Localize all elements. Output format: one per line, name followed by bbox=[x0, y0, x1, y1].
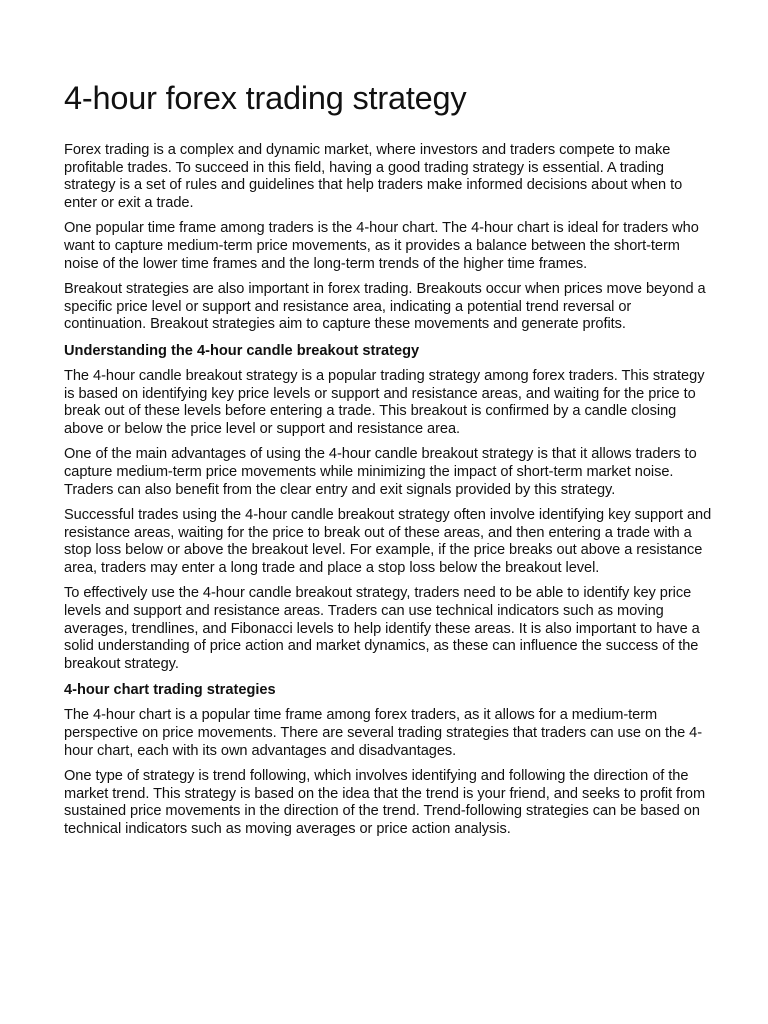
section2-paragraph-1: The 4-hour chart is a popular time frame among forex traders, as it allows for a medium-term perspective on price movements. There are several trading strategies that traders can use on the 4-hour chart, each with its own advantages and disadvantages. bbox=[64, 707, 703, 759]
document-page bbox=[64, 78, 712, 847]
section2-paragraph-2: One type of strategy is trend following, which involves identifying and following the direction of the market trend. This strategy is based on the idea that the trend is your friend, and seeks to profit from sustained price movements in the direction of the trend. Trend-following strategies can be based on technical indicators such as moving averages or price action analysis. bbox=[64, 768, 706, 837]
section1-paragraph-2: One of the main advantages of using the 4-hour candle breakout strategy is that it allows traders to capture medium-term price movements while minimizing the impact of short-term market noise. Traders can also benefit from the clear entry and exit signals provided by this strategy. bbox=[64, 446, 697, 498]
section1-paragraph-1: The 4-hour candle breakout strategy is a popular trading strategy among forex traders. This strategy is based on identifying key price levels or support and resistance areas, and waiting for the price to break out of these levels before entering a trade. This breakout is confirmed by a candle closing above or below the price level or support and resistance area. bbox=[64, 367, 705, 437]
intro-paragraph-1: Forex trading is a complex and dynamic market, where investors and traders compete to make profitable trades. To succeed in this field, having a good trading strategy is essential. A trading strategy is a set of rules and guidelines that help traders make informed decisions about when to enter or exit a trade. bbox=[64, 142, 683, 211]
section1-paragraph-4: To effectively use the 4-hour candle breakout strategy, traders need to be able to identify key price levels and support and resistance areas. Traders can use technical indicators such as moving averages, trendlines, and Fibonacci levels to help identify these areas. It is also important to have a solid understanding of price action and market dynamics, as these can influence the success of the breakout strategy. bbox=[64, 585, 700, 672]
section-heading-chart-strategies: 4-hour chart trading strategies bbox=[64, 682, 276, 699]
section1-paragraph-3: Successful trades using the 4-hour candle breakout strategy often involve identifying key support and resistance areas, waiting for the price to break out of these areas, and then entering a trade with a stop loss below or above the breakout level. For example, if the price breaks out above a resistance area, traders may enter a long trade and place a stop loss below the breakout level. bbox=[64, 507, 712, 576]
section-heading-candle-breakout: Understanding the 4-hour candle breakout strategy bbox=[64, 342, 420, 359]
intro-paragraph-2: One popular time frame among traders is the 4-hour chart. The 4-hour chart is ideal for traders who want to capture medium-term price movements, as it provides a balance between the short-term noise of the lower time frames and the long-term trends of the higher time frames. bbox=[64, 220, 699, 272]
page-title: 4-hour forex trading strategy bbox=[64, 80, 467, 116]
intro-paragraph-3: Breakout strategies are also important in forex trading. Breakouts occur when prices move beyond a specific price level or support and resistance area, indicating a potential trend reversal or continuation. Breakout strategies aim to capture these movements and generate profits. bbox=[64, 281, 706, 333]
